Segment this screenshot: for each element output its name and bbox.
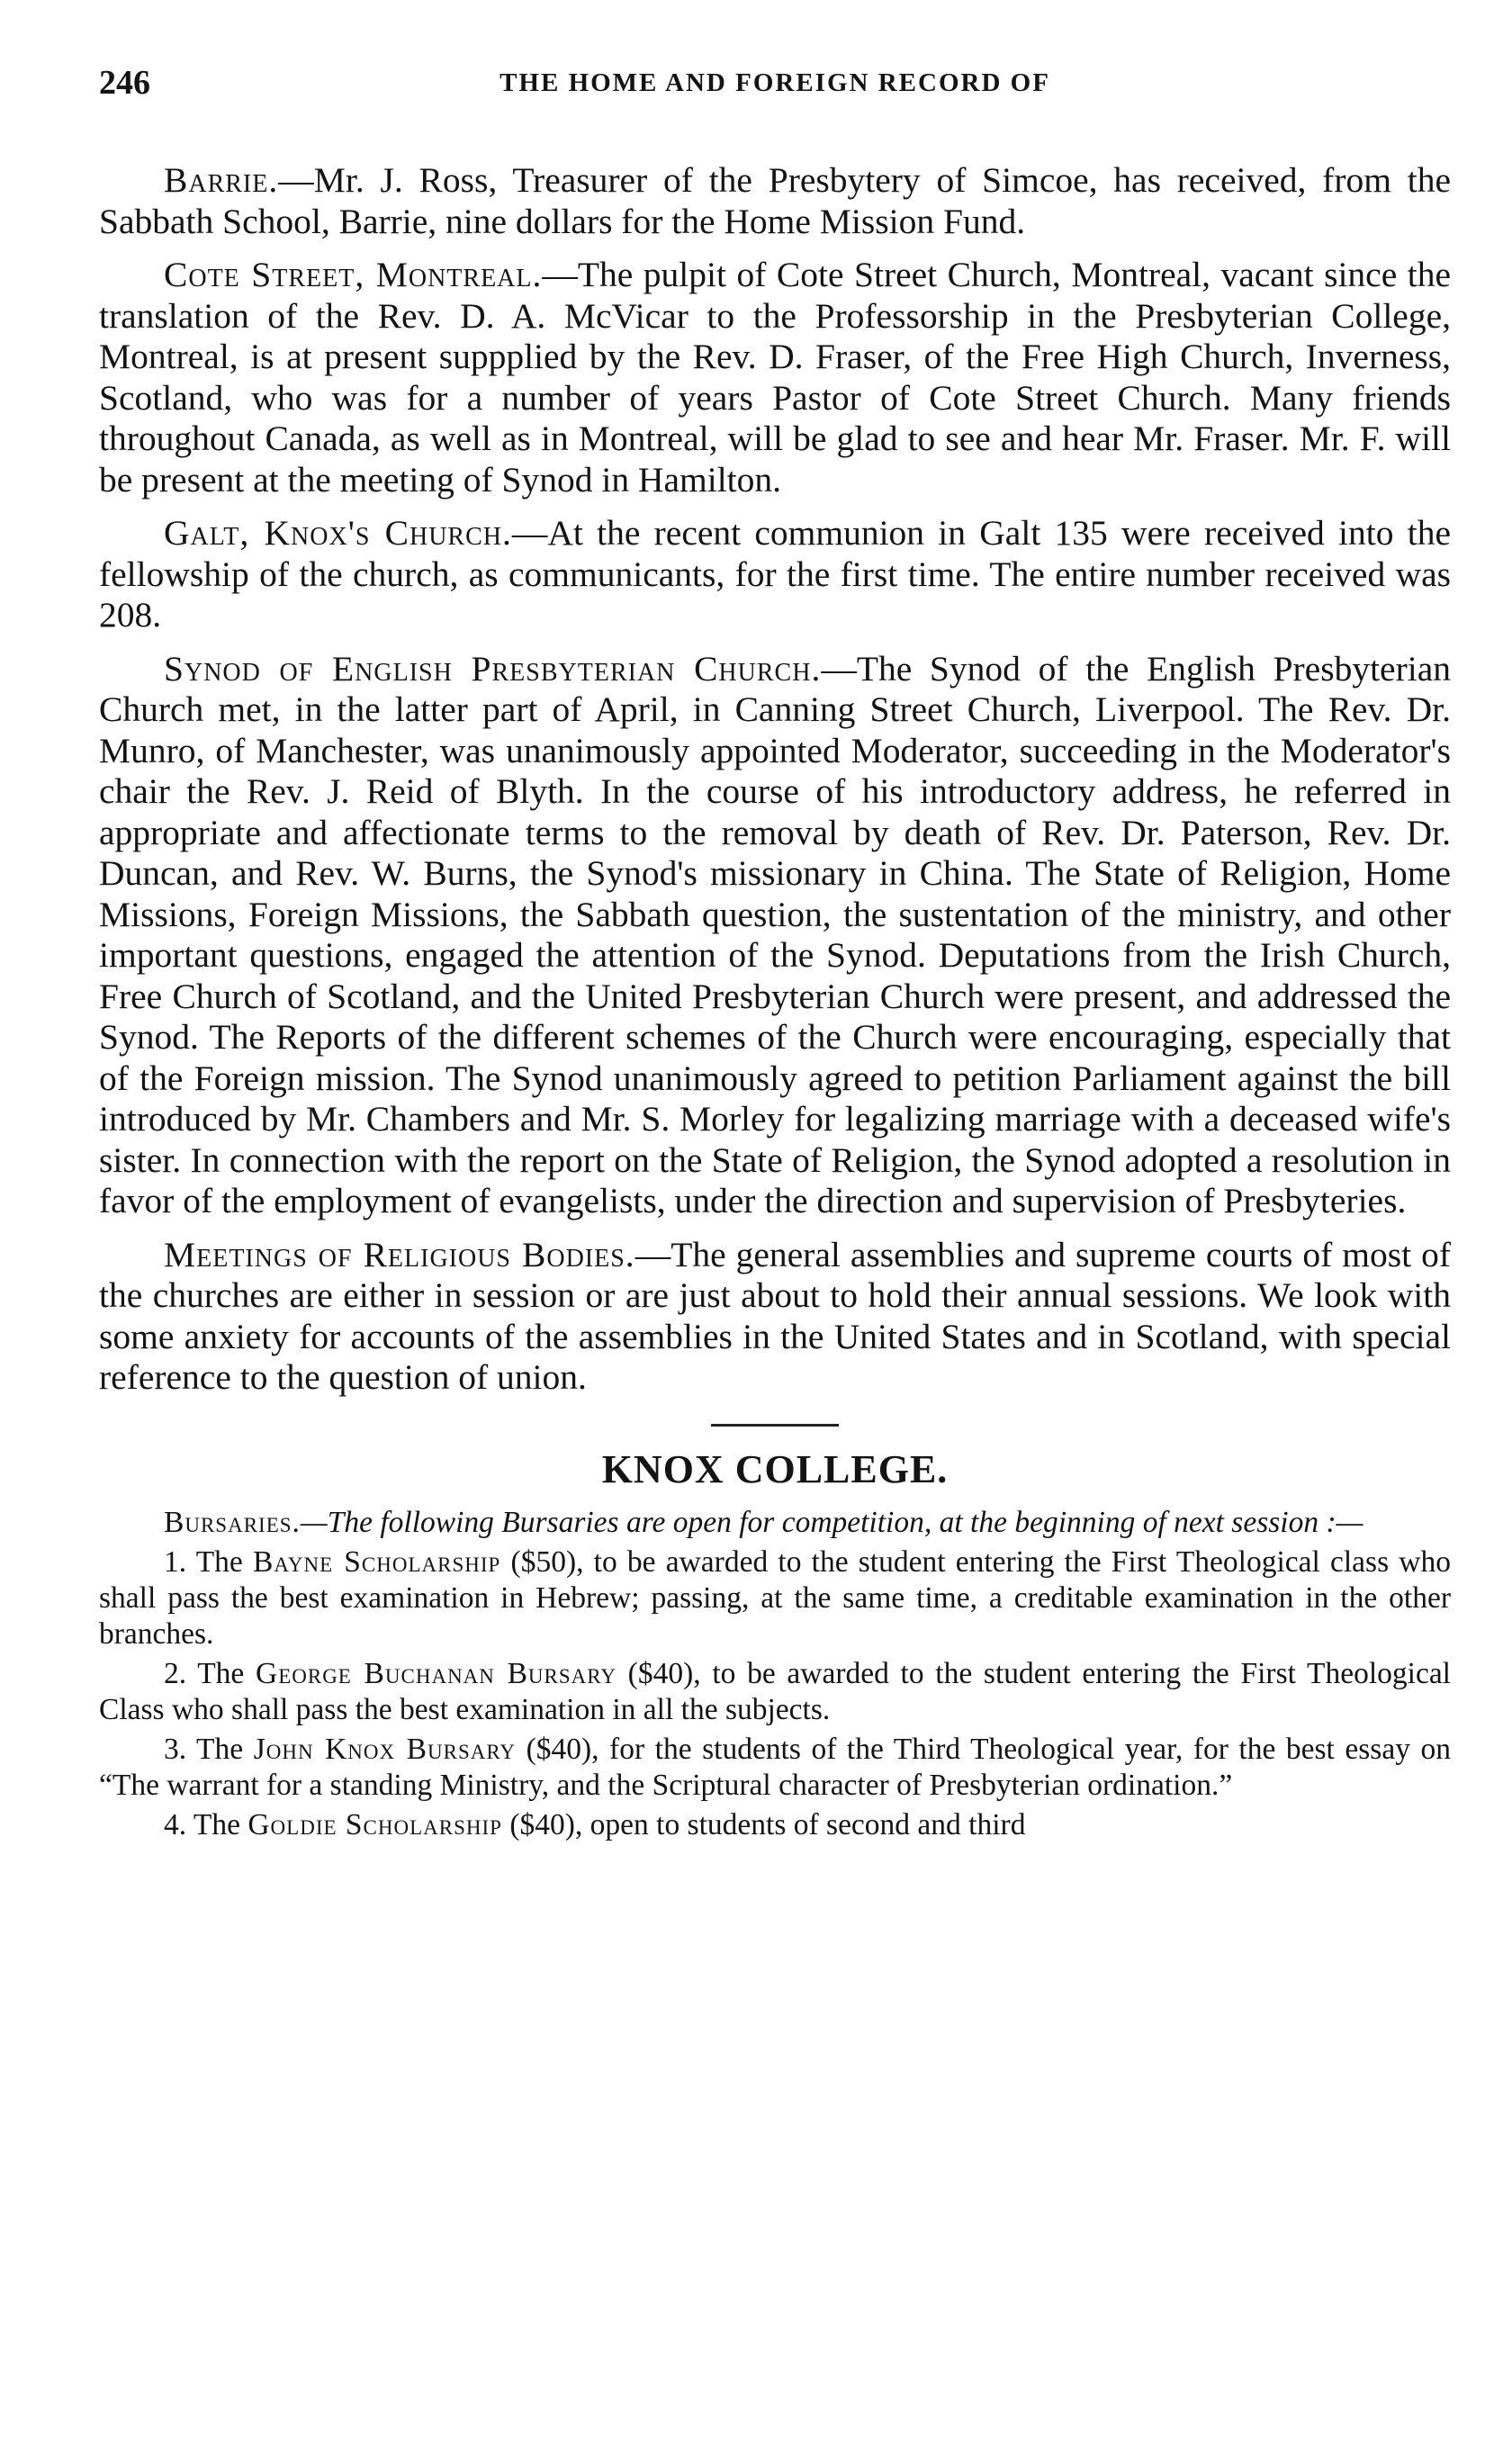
item-lead: Synod of English Presbyterian Church. [164, 648, 822, 689]
news-item-galt [99, 513, 1451, 636]
bursary-item [99, 1544, 1451, 1652]
item-lead: Galt, Knox's Church. [164, 513, 512, 553]
intro-lead: Bursaries. [164, 1505, 301, 1539]
bursary-name: Bayne Scholarship [253, 1544, 501, 1579]
section-title: KNOX COLLEGE. [601, 1446, 949, 1491]
item-text: —At the recent communion in Galt 135 were received into the fellowship of the church, as communicants, for the first time. The entire number received was 208. [99, 513, 1451, 635]
bursary-prefix: The [186, 1656, 256, 1690]
bursary-text: ($40), for the students of the Third Theological year, for the best essay on “The warrant for a standing Ministry, and the Scriptural character of Presbyterian ordination.” [99, 1732, 1451, 1802]
item-text: —The pulpit of Cote Street Church, Montreal, vacant since the translation of the Rev. D. A. McVicar to the Professorship in the Presbyterian College, Montreal, is at present suppplied by the Rev. D. Fraser, of the Free High Church, Inverness, Scotland, who was for a number of years Pastor of Cote Street Church. Many friends throughout Canada, as well as in Montreal, will be glad to see and hear Mr. Fraser. Mr. F. will be present at the meeting of Synod in Hamilton. [99, 255, 1451, 500]
news-item-barrie [99, 160, 1451, 242]
bursary-prefix: The [186, 1544, 253, 1579]
bursary-name: Goldie Scholarship [248, 1807, 502, 1841]
item-lead: Meetings of Religious Bodies. [164, 1234, 635, 1274]
bursary-number: 3. [164, 1732, 187, 1766]
item-text: —The Synod of the English Presbyterian Church met, in the latter part of April, in Canning Street Church, Liverpool. The Rev. Dr. Munro, of Manchester, was unanimously appointed Moderator, succeeding in the Moderator's chair the Rev. J. Reid of Blyth. In the course of his introductory address, he referred in appropriate and affectionate terms to the removal by death of Rev. Dr. Paterson, Rev. Dr. Duncan, and Rev. W. Burns, the Synod's missionary in China. The State of Religion, Home Missions, Foreign Missions, the Sabbath question, the sustentation of the ministry, and other important questions, engaged the attention of the Synod. Deputations from the Irish Church, Free Church of Scotland, and the United Presbyterian Church were present, and addressed the Synod. The Reports of the different schemes of the Church were encouraging, especially that of the Foreign mission. The Synod unanimously agreed to petition Parliament against the bill introduced by Mr. Chambers and Mr. S. Morley for legalizing marriage with a deceased wife's sister. In connection with the report on the State of Religion, the Synod adopted a resolution in favor of the employment of evangelists, under the direction and supervision of Presbyteries. [99, 648, 1451, 1220]
bursary-number: 1. [164, 1544, 187, 1579]
news-item-meetings [99, 1235, 1451, 1399]
bursary-number: 2. [164, 1656, 187, 1690]
section-divider [711, 1424, 839, 1427]
intro-text: —The following Bursaries are open for competition, at the beginning of next session :— [300, 1505, 1364, 1539]
bursary-prefix: The [186, 1807, 248, 1841]
page-number: 246 [99, 64, 150, 102]
bursary-prefix: The [186, 1732, 254, 1766]
bursary-text: ($50), to be awarded to the student entering the First Theological class who shall pass the best examination in Hebrew; passing, at the same time, a creditable examination in the other branches. [99, 1544, 1452, 1651]
page-header [99, 63, 1451, 117]
item-text: —The general assemblies and supreme courts of most of the churches are either in session or are just about to hold their annual sessions. We look with some anxiety for accounts of the assemblies in the United States and in Scotland, with special reference to the question of union. [99, 1234, 1451, 1397]
item-lead: Barrie. [164, 160, 279, 200]
bursary-name: George Buchanan Bursary [256, 1656, 616, 1690]
item-text: —Mr. J. Ross, Treasurer of the Presbytery of Simcoe, has received, from the Sabbath School, Barrie, nine dollars for the Home Mission Fund. [99, 160, 1451, 241]
news-item-cote-street [99, 255, 1451, 500]
item-lead: Cote Street, Montreal. [164, 255, 543, 294]
bursary-item [99, 1807, 1451, 1843]
running-title: THE HOME AND FOREIGN RECORD OF [500, 68, 1050, 97]
bursary-item [99, 1656, 1451, 1728]
bursary-text: ($40), to be awarded to the student entering the First Theological Class who shall pass the best examination in all the subjects. [99, 1656, 1451, 1726]
page [99, 63, 1451, 1847]
news-item-synod-english [99, 649, 1451, 1222]
bursary-text: ($40), open to students of second and third [501, 1807, 1026, 1841]
bursaries-intro [99, 1505, 1451, 1541]
bursary-name: John Knox Bursary [253, 1732, 517, 1766]
bursary-item [99, 1732, 1451, 1804]
bursary-number: 4. [164, 1807, 187, 1841]
